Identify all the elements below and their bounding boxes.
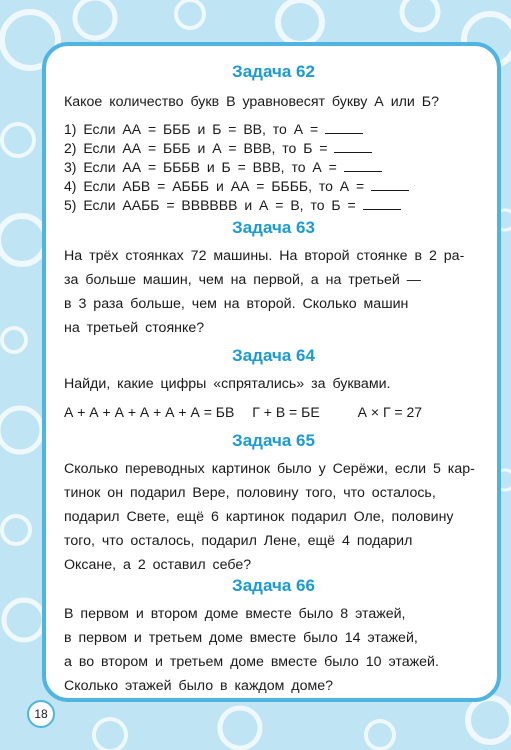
condition-line: 5) Если ААББ = ВВВВВВ и А = В, то Б = (64, 196, 483, 215)
equations-row (64, 402, 483, 422)
equation: Г + В = БЕ (252, 404, 320, 420)
condition-line: 2) Если АА = БББ и А = ВВВ, то Б = (64, 139, 483, 158)
task-title: Задача 62 (232, 62, 315, 81)
answer-blank (363, 208, 401, 210)
content-card (42, 42, 501, 702)
answer-blank (325, 132, 363, 134)
task-62 (64, 62, 483, 215)
answer-blank (371, 189, 409, 191)
answer-blank (334, 151, 372, 153)
condition-line: 1) Если АА = БББ и Б = ВВ, то А = (64, 120, 483, 139)
task-title: Задача 63 (232, 218, 315, 237)
task-title: Задача 65 (232, 431, 315, 450)
task-text: На трёх стоянках 72 машины. На второй стоянке в 2 ра- за больше машин, чем на первой, а на третьей — в 3 раза больше, чем на второй. Сколько машин на третьей стоянке? (64, 248, 465, 336)
task-63 (64, 218, 483, 340)
answer-blank (344, 170, 382, 172)
task-question: Какое количество букв В уравновесят букву А или Б? (64, 94, 439, 110)
task-64 (64, 346, 483, 422)
equation: А + А + А + А + А + А = БВ (64, 404, 235, 420)
condition-line: 4) Если АБВ = АБББ и АА = ББББ, то А = (64, 177, 483, 196)
page-number: 18 (27, 700, 55, 728)
condition-line: 3) Если АА = БББВ и Б = ВВВ, то А = (64, 158, 483, 177)
equation: А × Г = 27 (357, 404, 423, 420)
task-title: Задача 66 (232, 576, 315, 595)
task-question: Найди, какие цифры «спрятались» за буквами. (64, 376, 391, 392)
task-text: Сколько переводных картинок было у Серёжи, если 5 кар- тинок он подарил Вере, половину того, что осталось, подарил Свете, ещё 6 картинок подарил Оле, половину того, что осталось, подарил Лене, ещё 4 подарил Оксане, а 2 оставил себе? (64, 461, 475, 573)
task-66 (64, 576, 483, 698)
task-text: В первом и втором доме вместе было 8 этажей, в первом и третьем доме вместе было 14 этажей, а во втором и третьем доме вместе было 10 этажей. Сколько этажей было в каждом доме? (64, 606, 439, 694)
task-65 (64, 431, 483, 577)
condition-list (64, 120, 483, 215)
task-title: Задача 64 (232, 346, 315, 365)
